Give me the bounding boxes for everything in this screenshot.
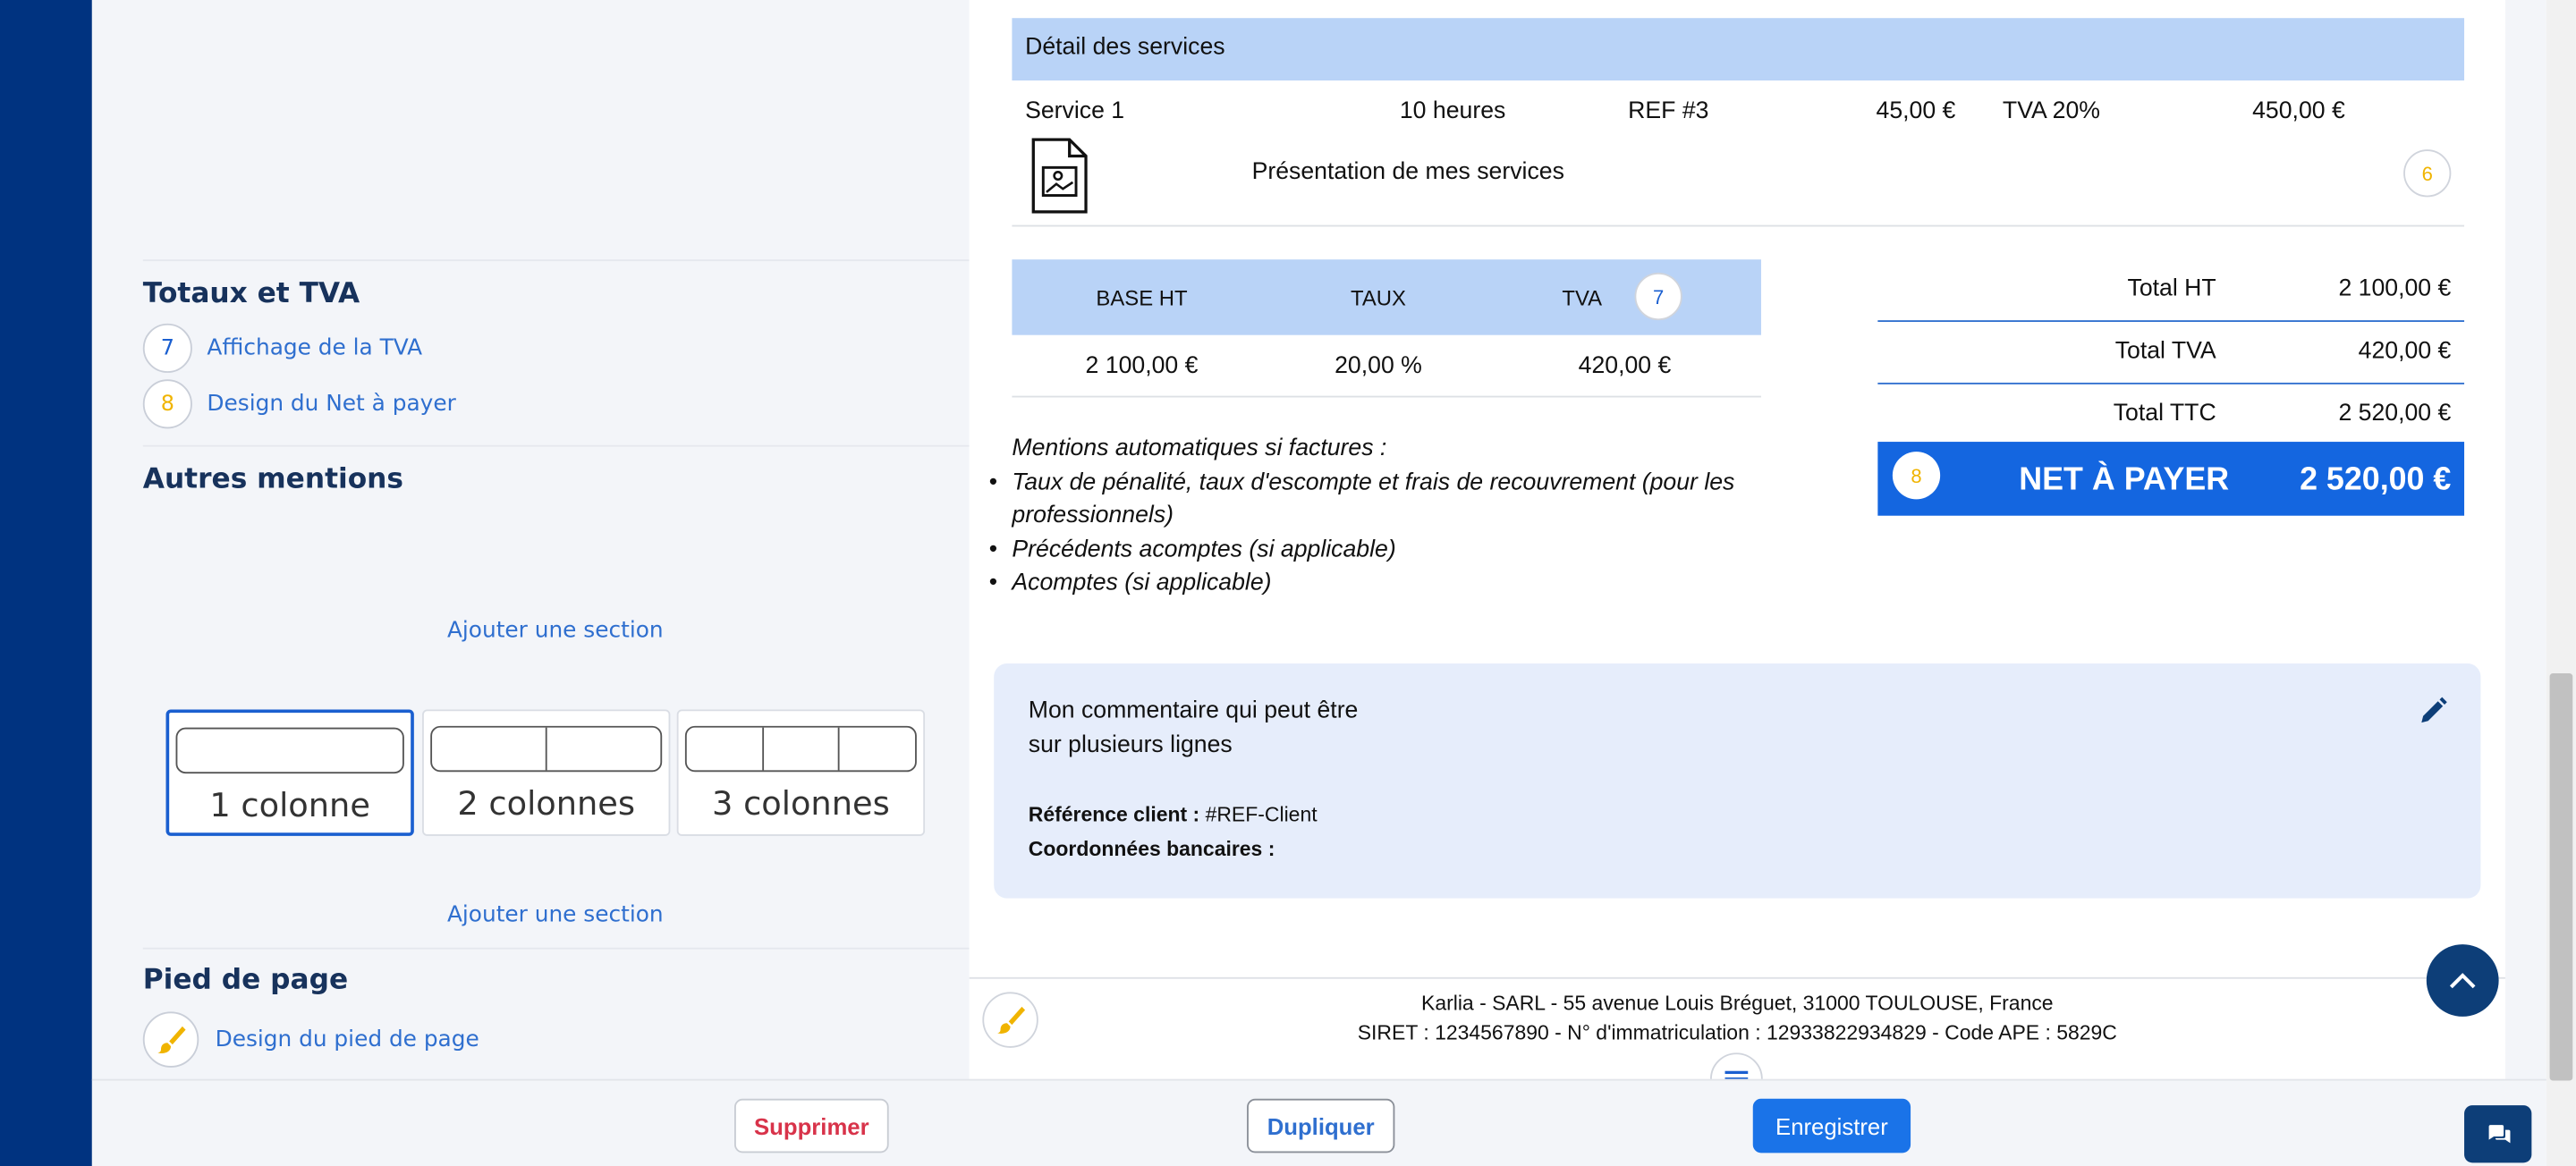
total-ht-row [1877, 259, 2464, 320]
divider [143, 948, 970, 950]
section-title-autres: Autres mentions [142, 462, 403, 496]
step-badge: 8 [143, 379, 192, 428]
total-label: Total TVA [2114, 338, 2216, 365]
divider [143, 445, 970, 447]
divider [970, 977, 2505, 979]
service-unit-price: 45,00 € [1876, 98, 1956, 125]
total-label: Total TTC [2113, 401, 2216, 427]
divider [143, 259, 970, 261]
cell-tva: 420,00 € [1578, 352, 1672, 380]
mentions-title: Mentions automatiques si factures : [1012, 435, 1387, 462]
cell-taux: 20,00 % [1335, 352, 1422, 380]
save-button[interactable]: Enregistrer [1753, 1099, 1911, 1153]
service-total: 450,00 € [2252, 98, 2345, 125]
layout-3-columns[interactable] [677, 709, 925, 835]
total-tva-row [1877, 322, 2464, 383]
tva-table-row [1012, 335, 1761, 398]
net-to-pay-bar [1877, 442, 2464, 516]
chat-button[interactable] [2464, 1105, 2531, 1162]
comment-box[interactable] [994, 663, 2480, 899]
step-badge-8[interactable]: 8 [1893, 452, 1940, 499]
automatic-mentions [1012, 432, 1751, 600]
brush-badge [143, 1011, 199, 1067]
column-label: 3 colonnes [712, 783, 890, 824]
total-value: 2 100,00 € [2338, 275, 2452, 302]
layout-2-columns[interactable] [422, 709, 670, 835]
step-badge-7[interactable]: 7 [1635, 273, 1682, 320]
totals-block [1877, 259, 2464, 445]
comment-line: sur plusieurs lignes [1028, 731, 1233, 758]
service-tva: TVA 20% [2002, 98, 2100, 125]
step-badge: 7 [143, 324, 192, 373]
net-value: 2 520,00 € [2300, 461, 2452, 498]
service-description: Présentation de mes services [1251, 159, 1564, 186]
client-reference [1029, 803, 1318, 826]
section-title-footer: Pied de page [142, 964, 349, 997]
chevron-up-icon [2448, 970, 2478, 990]
setting-link-label[interactable]: Affichage de la TVA [207, 334, 423, 362]
section-title-totaux: Totaux et TVA [142, 277, 360, 311]
add-section-link-bottom[interactable]: Ajouter une section [446, 901, 664, 928]
net-label: NET À PAYER [2019, 461, 2230, 498]
header-tva: TVA [1562, 285, 1603, 311]
setting-item-net-design[interactable] [143, 379, 456, 428]
step-badge-6[interactable]: 6 [2403, 149, 2451, 197]
column-preview [176, 728, 404, 773]
setting-item-footer-design[interactable] [143, 1011, 479, 1067]
services-header: Détail des services [1012, 18, 2464, 80]
invoice-preview [970, 0, 2505, 1079]
cell-base-ht: 2 100,00 € [1085, 352, 1199, 380]
mention-item: • Acomptes (si applicable) [1012, 567, 1751, 601]
comment-text [1029, 695, 1359, 762]
column-preview [685, 726, 917, 772]
total-value: 2 520,00 € [2338, 401, 2452, 427]
chat-icon [2485, 1122, 2511, 1145]
service-name: Service 1 [1025, 98, 1125, 125]
service-quantity: 10 heures [1399, 98, 1506, 125]
document-image-icon [1031, 138, 1087, 213]
header-taux: TAUX [1351, 285, 1406, 311]
column-label: 2 colonnes [457, 783, 636, 824]
layout-1-column[interactable] [166, 709, 414, 835]
footer-company-line: Karlia - SARL - 55 avenue Louis Bréguet, 31000 TOULOUSE, France [1421, 992, 2054, 1016]
mention-item: • Taux de pénalité, taux d'escompte et frais de recouvrement (pour les professionnels) [1012, 466, 1751, 533]
scroll-to-top-button[interactable] [2427, 944, 2499, 1017]
setting-link-label[interactable]: Design du Net à payer [207, 391, 456, 418]
bank-details-label: Coordonnées bancaires : [1028, 837, 1275, 861]
left-nav-strip [0, 0, 92, 1166]
setting-item-tva-display[interactable] [143, 324, 422, 373]
add-section-link-top[interactable]: Ajouter une section [446, 617, 664, 644]
action-bar [92, 1079, 2546, 1166]
brush-icon [155, 1023, 188, 1056]
total-value: 420,00 € [2358, 338, 2452, 365]
delete-button[interactable]: Supprimer [734, 1099, 889, 1153]
comment-line: Mon commentaire qui peut être [1028, 697, 1359, 724]
total-label: Total HT [2127, 275, 2216, 302]
setting-link-label[interactable]: Design du pied de page [215, 1026, 479, 1053]
column-label: 1 colonne [209, 784, 370, 825]
service-ref: REF #3 [1628, 98, 1709, 125]
duplicate-button[interactable]: Dupliquer [1247, 1099, 1394, 1153]
divider [1012, 225, 2464, 227]
client-ref-label: Référence client : [1028, 803, 1200, 826]
header-base-ht: BASE HT [1096, 285, 1188, 311]
pencil-icon[interactable] [2419, 697, 2448, 726]
column-preview [430, 726, 662, 772]
right-gutter [2505, 0, 2546, 1079]
mention-item: • Précédents acomptes (si applicable) [1012, 533, 1751, 567]
footer-legal-line: SIRET : 1234567890 - N° d'immatriculation : 12933822934829 - Code APE : 5829C [1357, 1021, 2117, 1045]
mentions-list [1012, 466, 1751, 601]
total-ttc-row [1877, 384, 2464, 445]
settings-panel [92, 0, 970, 1079]
scrollbar-thumb[interactable] [2550, 673, 2573, 1081]
tva-table [1012, 259, 1761, 397]
tva-table-header [1012, 259, 1761, 334]
client-ref-value: #REF-Client [1199, 803, 1318, 826]
